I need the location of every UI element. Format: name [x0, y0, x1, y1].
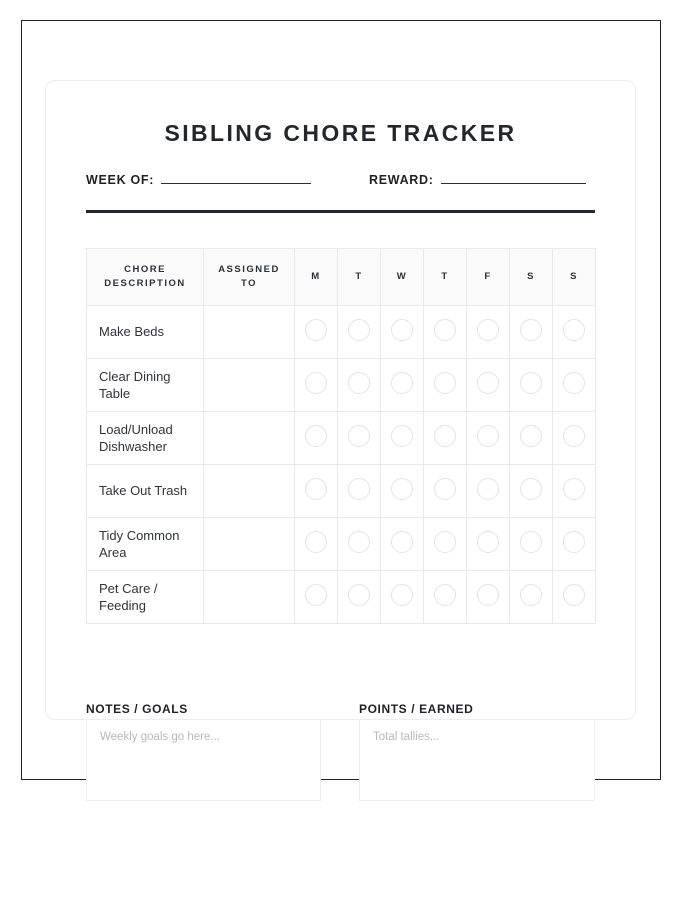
day-checkbox-cell[interactable]	[338, 412, 381, 465]
day-checkbox-cell[interactable]	[295, 518, 338, 571]
week-of-field	[86, 172, 311, 187]
header-day-saturday: S	[510, 249, 553, 306]
day-checkbox-cell[interactable]	[338, 465, 381, 518]
table-row	[87, 518, 596, 571]
day-checkbox-cell[interactable]	[553, 306, 596, 359]
week-of-label: WEEK OF:	[86, 173, 155, 187]
checkbox-circle-icon[interactable]	[434, 425, 456, 447]
header-day-wednesday: W	[381, 249, 424, 306]
chore-description-cell: Take Out Trash	[87, 465, 204, 518]
header-day-thursday: T	[424, 249, 467, 306]
checkbox-circle-icon[interactable]	[305, 425, 327, 447]
checkbox-circle-icon[interactable]	[563, 319, 585, 341]
day-checkbox-cell[interactable]	[381, 359, 424, 412]
chore-description-cell: Pet Care / Feeding	[87, 571, 204, 624]
reward-field	[369, 172, 586, 187]
day-checkbox-cell[interactable]	[381, 465, 424, 518]
day-checkbox-cell[interactable]	[424, 518, 467, 571]
table-row	[87, 571, 596, 624]
day-checkbox-cell[interactable]	[295, 306, 338, 359]
checkbox-circle-icon[interactable]	[520, 478, 542, 500]
checkbox-circle-icon[interactable]	[563, 531, 585, 553]
reward-write-line[interactable]	[441, 172, 586, 184]
header-divider	[86, 210, 595, 213]
day-checkbox-cell[interactable]	[467, 518, 510, 571]
day-checkbox-cell[interactable]	[381, 571, 424, 624]
header-assigned-line2: TO	[240, 278, 258, 289]
checkbox-circle-icon[interactable]	[391, 319, 413, 341]
points-earned-label: POINTS / EARNED	[359, 702, 474, 716]
header-chore-line2: DESCRIPTION	[104, 278, 186, 289]
chore-table-head	[87, 249, 596, 306]
day-checkbox-cell[interactable]	[467, 359, 510, 412]
checkbox-circle-icon[interactable]	[348, 478, 370, 500]
checkbox-circle-icon[interactable]	[563, 425, 585, 447]
checkbox-circle-icon[interactable]	[391, 478, 413, 500]
assigned-to-cell[interactable]	[204, 412, 295, 465]
checkbox-circle-icon[interactable]	[348, 584, 370, 606]
day-checkbox-cell[interactable]	[553, 518, 596, 571]
week-of-write-line[interactable]	[161, 172, 311, 184]
checkbox-circle-icon[interactable]	[391, 425, 413, 447]
day-checkbox-cell[interactable]	[510, 412, 553, 465]
day-checkbox-cell[interactable]	[467, 412, 510, 465]
table-row	[87, 465, 596, 518]
notes-goals-label: NOTES / GOALS	[86, 702, 188, 716]
day-checkbox-cell[interactable]	[553, 571, 596, 624]
assigned-to-cell[interactable]	[204, 518, 295, 571]
day-checkbox-cell[interactable]	[510, 518, 553, 571]
checkbox-circle-icon[interactable]	[305, 531, 327, 553]
checkbox-circle-icon[interactable]	[434, 584, 456, 606]
assigned-to-cell[interactable]	[204, 359, 295, 412]
day-checkbox-cell[interactable]	[381, 518, 424, 571]
checkbox-circle-icon[interactable]	[477, 319, 499, 341]
chore-table	[86, 248, 596, 624]
assigned-to-cell[interactable]	[204, 571, 295, 624]
page-title: SIBLING CHORE TRACKER	[164, 120, 517, 146]
header-day-monday: M	[295, 249, 338, 306]
day-checkbox-cell[interactable]	[424, 412, 467, 465]
day-checkbox-cell[interactable]	[338, 518, 381, 571]
checkbox-circle-icon[interactable]	[520, 584, 542, 606]
header-day-tuesday: T	[338, 249, 381, 306]
day-checkbox-cell[interactable]	[295, 359, 338, 412]
day-checkbox-cell[interactable]	[424, 306, 467, 359]
day-checkbox-cell[interactable]	[338, 571, 381, 624]
day-checkbox-cell[interactable]	[381, 306, 424, 359]
day-checkbox-cell[interactable]	[295, 412, 338, 465]
day-checkbox-cell[interactable]	[510, 306, 553, 359]
checkbox-circle-icon[interactable]	[348, 425, 370, 447]
day-checkbox-cell[interactable]	[510, 465, 553, 518]
checkbox-circle-icon[interactable]	[305, 584, 327, 606]
notes-goals-input[interactable]: Weekly goals go here...	[86, 719, 321, 801]
points-earned-input[interactable]: Total tallies...	[359, 719, 595, 801]
chore-description-cell: Load/Unload Dishwasher	[87, 412, 204, 465]
chore-description-cell: Clear Dining Table	[87, 359, 204, 412]
header-assigned-line1: ASSIGNED	[218, 264, 280, 276]
chore-description-cell: Tidy Common Area	[87, 518, 204, 571]
day-checkbox-cell[interactable]	[510, 571, 553, 624]
checkbox-circle-icon[interactable]	[520, 425, 542, 447]
checkbox-circle-icon[interactable]	[477, 478, 499, 500]
checkbox-circle-icon[interactable]	[391, 372, 413, 394]
checkbox-circle-icon[interactable]	[520, 531, 542, 553]
day-checkbox-cell[interactable]	[295, 465, 338, 518]
table-header-row	[87, 249, 596, 306]
checkbox-circle-icon[interactable]	[348, 319, 370, 341]
checkbox-circle-icon[interactable]	[563, 584, 585, 606]
header-chore-description	[87, 249, 204, 306]
table-row	[87, 306, 596, 359]
checkbox-circle-icon[interactable]	[434, 372, 456, 394]
day-checkbox-cell[interactable]	[467, 571, 510, 624]
checkbox-circle-icon[interactable]	[305, 372, 327, 394]
checkbox-circle-icon[interactable]	[434, 319, 456, 341]
checkbox-circle-icon[interactable]	[520, 372, 542, 394]
day-checkbox-cell[interactable]	[510, 359, 553, 412]
day-checkbox-cell[interactable]	[381, 412, 424, 465]
day-checkbox-cell[interactable]	[424, 359, 467, 412]
checkbox-circle-icon[interactable]	[477, 531, 499, 553]
assigned-to-cell[interactable]	[204, 465, 295, 518]
day-checkbox-cell[interactable]	[424, 571, 467, 624]
checkbox-circle-icon[interactable]	[348, 372, 370, 394]
checkbox-circle-icon[interactable]	[477, 584, 499, 606]
checkbox-circle-icon[interactable]	[434, 478, 456, 500]
header-day-sunday: S	[553, 249, 596, 306]
checkbox-circle-icon[interactable]	[477, 372, 499, 394]
day-checkbox-cell[interactable]	[553, 412, 596, 465]
checkbox-circle-icon[interactable]	[305, 319, 327, 341]
checkbox-circle-icon[interactable]	[434, 531, 456, 553]
day-checkbox-cell[interactable]	[295, 571, 338, 624]
table-row	[87, 359, 596, 412]
day-checkbox-cell[interactable]	[338, 306, 381, 359]
table-row	[87, 412, 596, 465]
chore-table-body	[87, 306, 596, 624]
checkbox-circle-icon[interactable]	[305, 478, 327, 500]
checkbox-circle-icon[interactable]	[563, 478, 585, 500]
checkbox-circle-icon[interactable]	[520, 319, 542, 341]
chore-description-cell: Make Beds	[87, 306, 204, 359]
day-checkbox-cell[interactable]	[338, 359, 381, 412]
checkbox-circle-icon[interactable]	[563, 372, 585, 394]
header-chore-line1: CHORE	[124, 264, 166, 276]
checkbox-circle-icon[interactable]	[391, 584, 413, 606]
day-checkbox-cell[interactable]	[467, 465, 510, 518]
day-checkbox-cell[interactable]	[553, 465, 596, 518]
header-day-friday: F	[467, 249, 510, 306]
checkbox-circle-icon[interactable]	[391, 531, 413, 553]
reward-label: REWARD:	[369, 173, 434, 187]
checkbox-circle-icon[interactable]	[348, 531, 370, 553]
assigned-to-cell[interactable]	[204, 306, 295, 359]
header-assigned-to	[204, 249, 295, 306]
day-checkbox-cell[interactable]	[467, 306, 510, 359]
day-checkbox-cell[interactable]	[424, 465, 467, 518]
checkbox-circle-icon[interactable]	[477, 425, 499, 447]
day-checkbox-cell[interactable]	[553, 359, 596, 412]
